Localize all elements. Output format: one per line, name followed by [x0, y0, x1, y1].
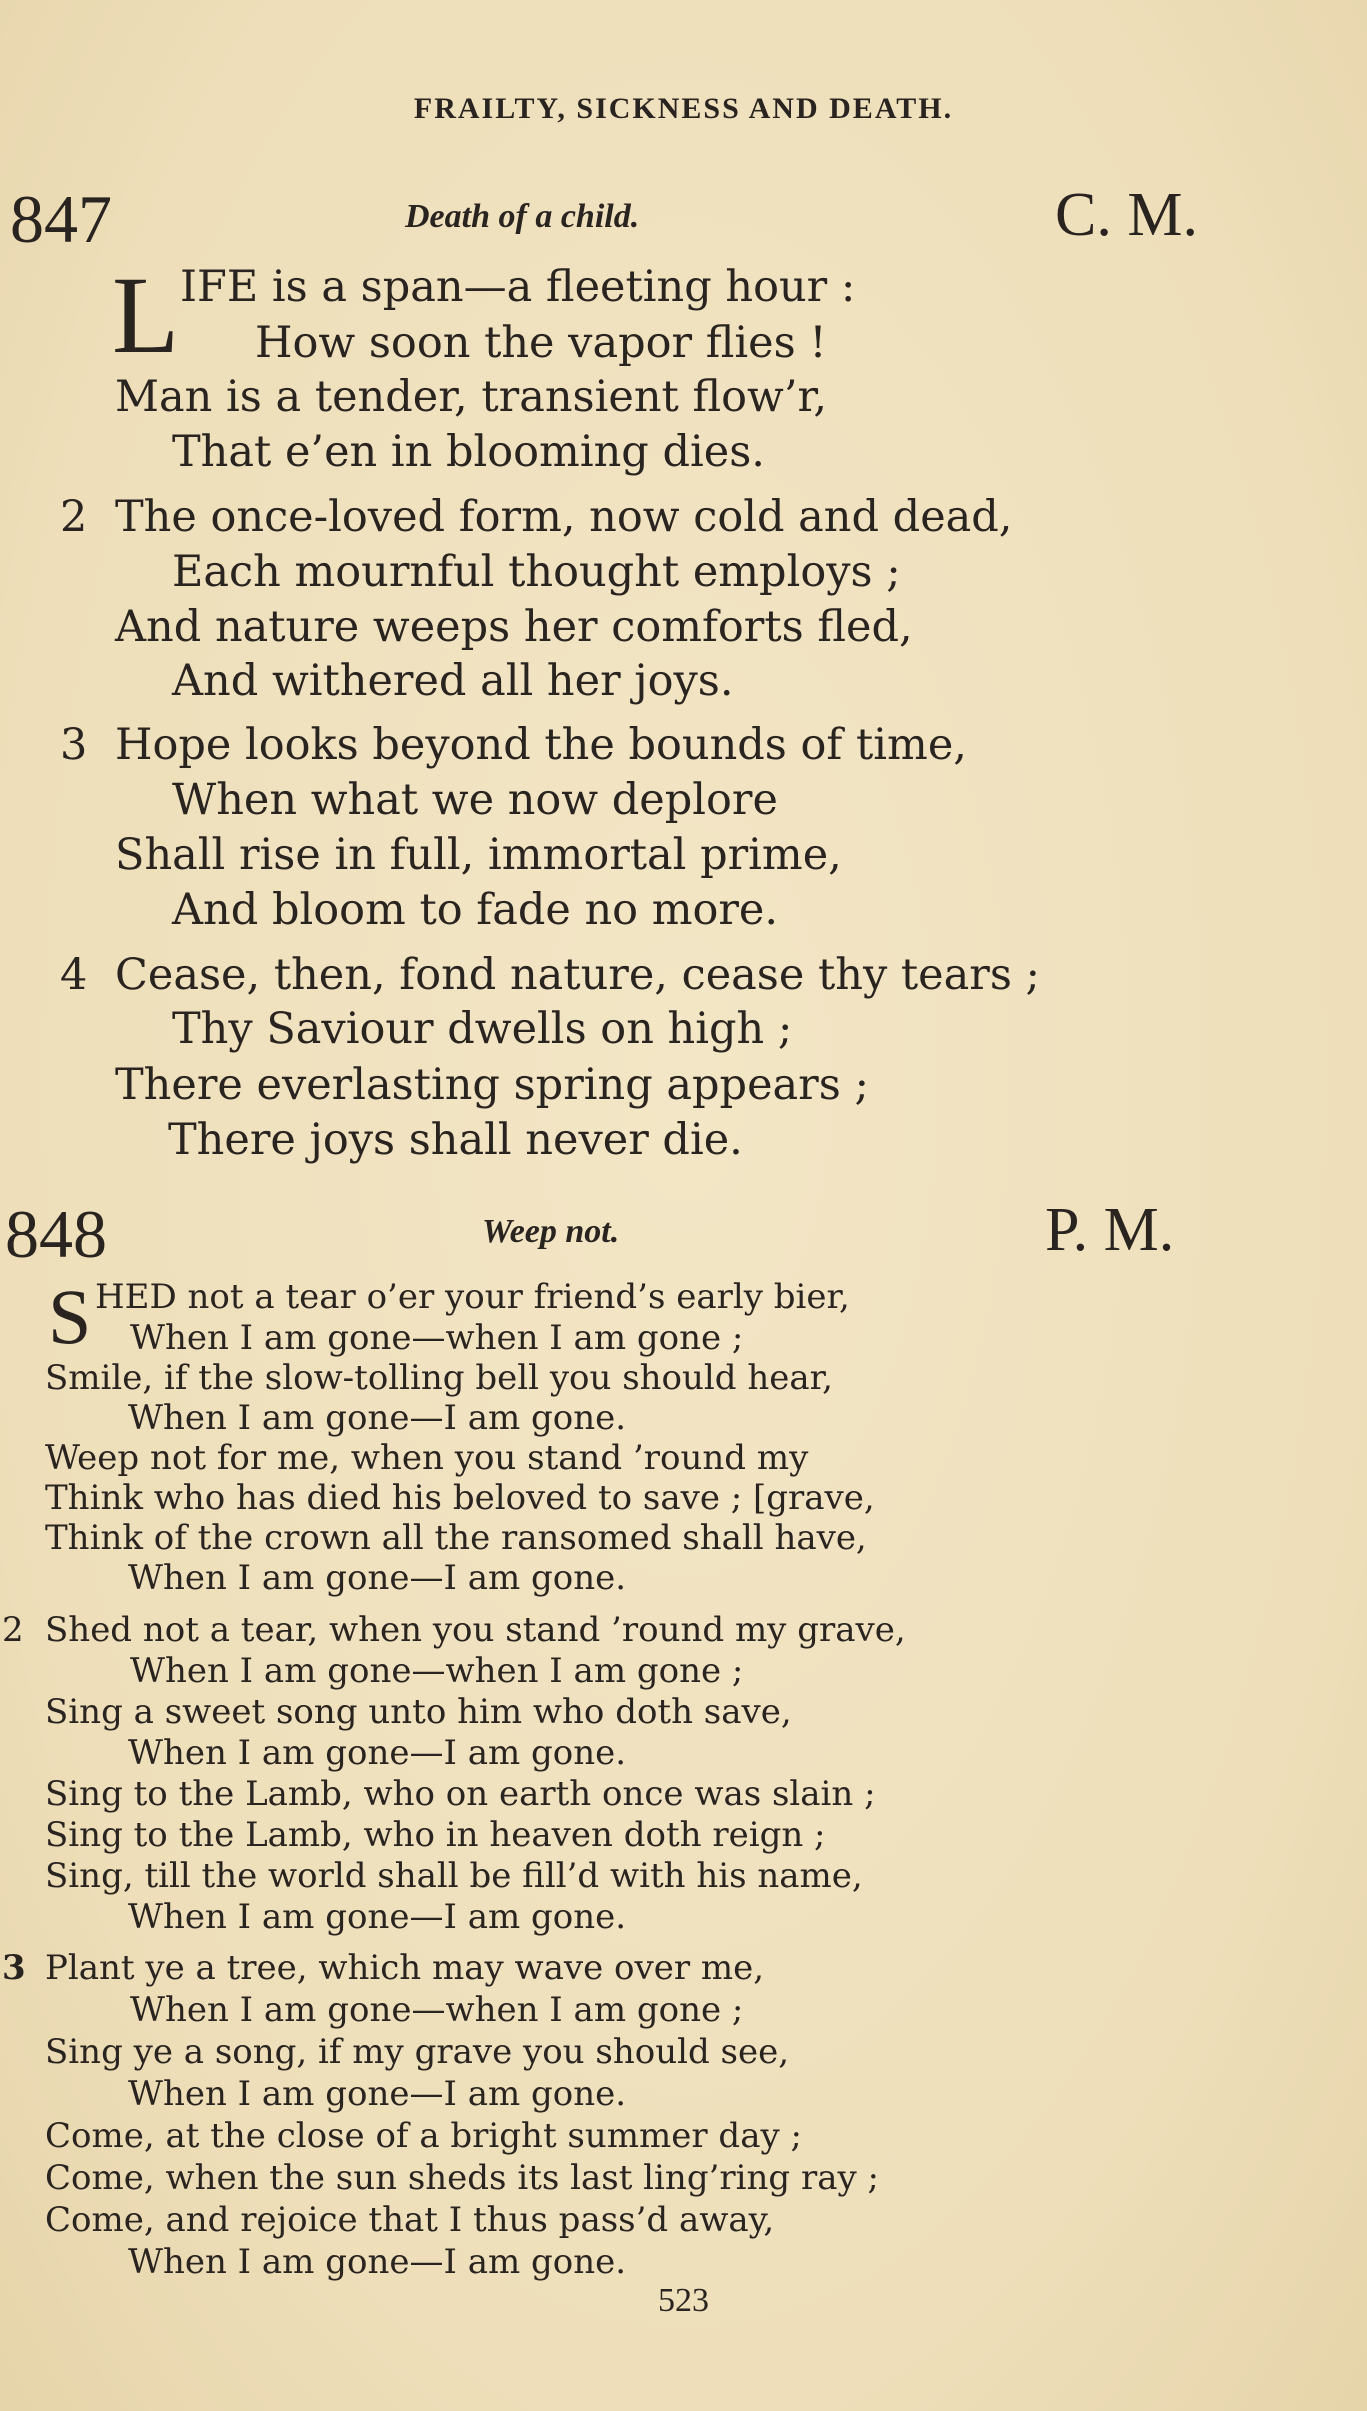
verse-line: When I am gone—I am gone.: [128, 1558, 627, 1598]
verse-line: Sing ye a song, if my grave you should see,: [45, 2032, 790, 2072]
hymn-title: Weep not.: [482, 1213, 620, 1250]
verse-line: Plant ye a tree, which may wave over me,: [45, 1948, 765, 1988]
verse-line: Sing to the Lamb, who on earth once was slain ;: [45, 1774, 876, 1814]
drop-cap: L: [112, 254, 180, 376]
verse-number: 3: [60, 720, 88, 770]
verse-line: When I am gone—when I am gone ;: [130, 1651, 744, 1691]
verse-line: HED not a tear o’er your friend’s early bier,: [95, 1277, 850, 1317]
verse-line: IFE is a span—a fleeting hour :: [180, 262, 856, 312]
hymn-number: 847: [10, 181, 112, 257]
verse-number: 4: [60, 950, 88, 1000]
verse-number: 2: [2, 1610, 24, 1650]
verse-line: Hope looks beyond the bounds of time,: [115, 720, 967, 770]
verse-line: Think of the crown all the ransomed shall have,: [45, 1518, 867, 1558]
verse-line: Man is a tender, transient flow’r,: [115, 372, 827, 422]
verse-line: And withered all her joys.: [172, 656, 734, 706]
verse-line: When I am gone—when I am gone ;: [130, 1990, 744, 2030]
verse-line: And bloom to fade no more.: [172, 885, 779, 935]
hymn-meter: P. M.: [1045, 1196, 1175, 1264]
section-header: FRAILTY, SICKNESS AND DEATH.: [413, 92, 954, 125]
verse-line: Sing, till the world shall be fill’d with his name,: [45, 1856, 863, 1896]
verse-line: The once-loved form, now cold and dead,: [115, 492, 1013, 542]
verse-line: Each mournful thought employs ;: [172, 547, 901, 597]
verse-line: Shed not a tear, when you stand ’round my grave,: [45, 1610, 906, 1650]
verse-line: Thy Saviour dwells on high ;: [172, 1004, 793, 1054]
verse-number: 2: [60, 492, 88, 542]
hymn-title: Death of a child.: [405, 198, 640, 235]
hymn-number: 848: [5, 1196, 107, 1272]
verse-line: When I am gone—I am gone.: [128, 1398, 627, 1438]
verse-line: That e’en in blooming dies.: [172, 427, 765, 477]
verse-line: When I am gone—when I am gone ;: [130, 1318, 744, 1358]
verse-line: When I am gone—I am gone.: [128, 2074, 627, 2114]
hymn-848-heading: [0, 1195, 1367, 1285]
verse-line: Come, when the sun sheds its last ling’ring ray ;: [45, 2158, 879, 2198]
verse-line: When what we now deplore: [172, 775, 778, 825]
verse-line: Come, at the close of a bright summer day ;: [45, 2116, 802, 2156]
verse-line: Shall rise in full, immortal prime,: [115, 830, 842, 880]
page-number: 523: [658, 2282, 709, 2319]
hymn-847-heading: [0, 180, 1367, 270]
verse-line: Think who has died his beloved to save ; [grave,: [45, 1478, 875, 1518]
verse-line: When I am gone—I am gone.: [128, 1733, 627, 1773]
verse-line: Come, and rejoice that I thus pass’d away,: [45, 2200, 775, 2240]
verse-line: When I am gone—I am gone.: [128, 2242, 627, 2282]
verse-line: Cease, then, fond nature, cease thy tears ;: [115, 950, 1041, 1000]
hymn-meter: C. M.: [1055, 181, 1198, 249]
verse-line: And nature weeps her comforts fled,: [115, 602, 913, 652]
verse-line: Smile, if the slow-tolling bell you should hear,: [45, 1358, 833, 1398]
verse-line: Sing a sweet song unto him who doth save,: [45, 1692, 792, 1732]
verse-line: There everlasting spring appears ;: [115, 1060, 869, 1110]
verse-line: When I am gone—I am gone.: [128, 1897, 627, 1937]
verse-line: Weep not for me, when you stand ’round my: [45, 1438, 809, 1478]
verse-line: Sing to the Lamb, who in heaven doth reign ;: [45, 1815, 826, 1855]
drop-cap: S: [48, 1273, 92, 1360]
verse-number: 3: [2, 1948, 26, 1988]
verse-line: There joys shall never die.: [168, 1115, 743, 1165]
verse-line: How soon the vapor flies !: [255, 318, 827, 368]
